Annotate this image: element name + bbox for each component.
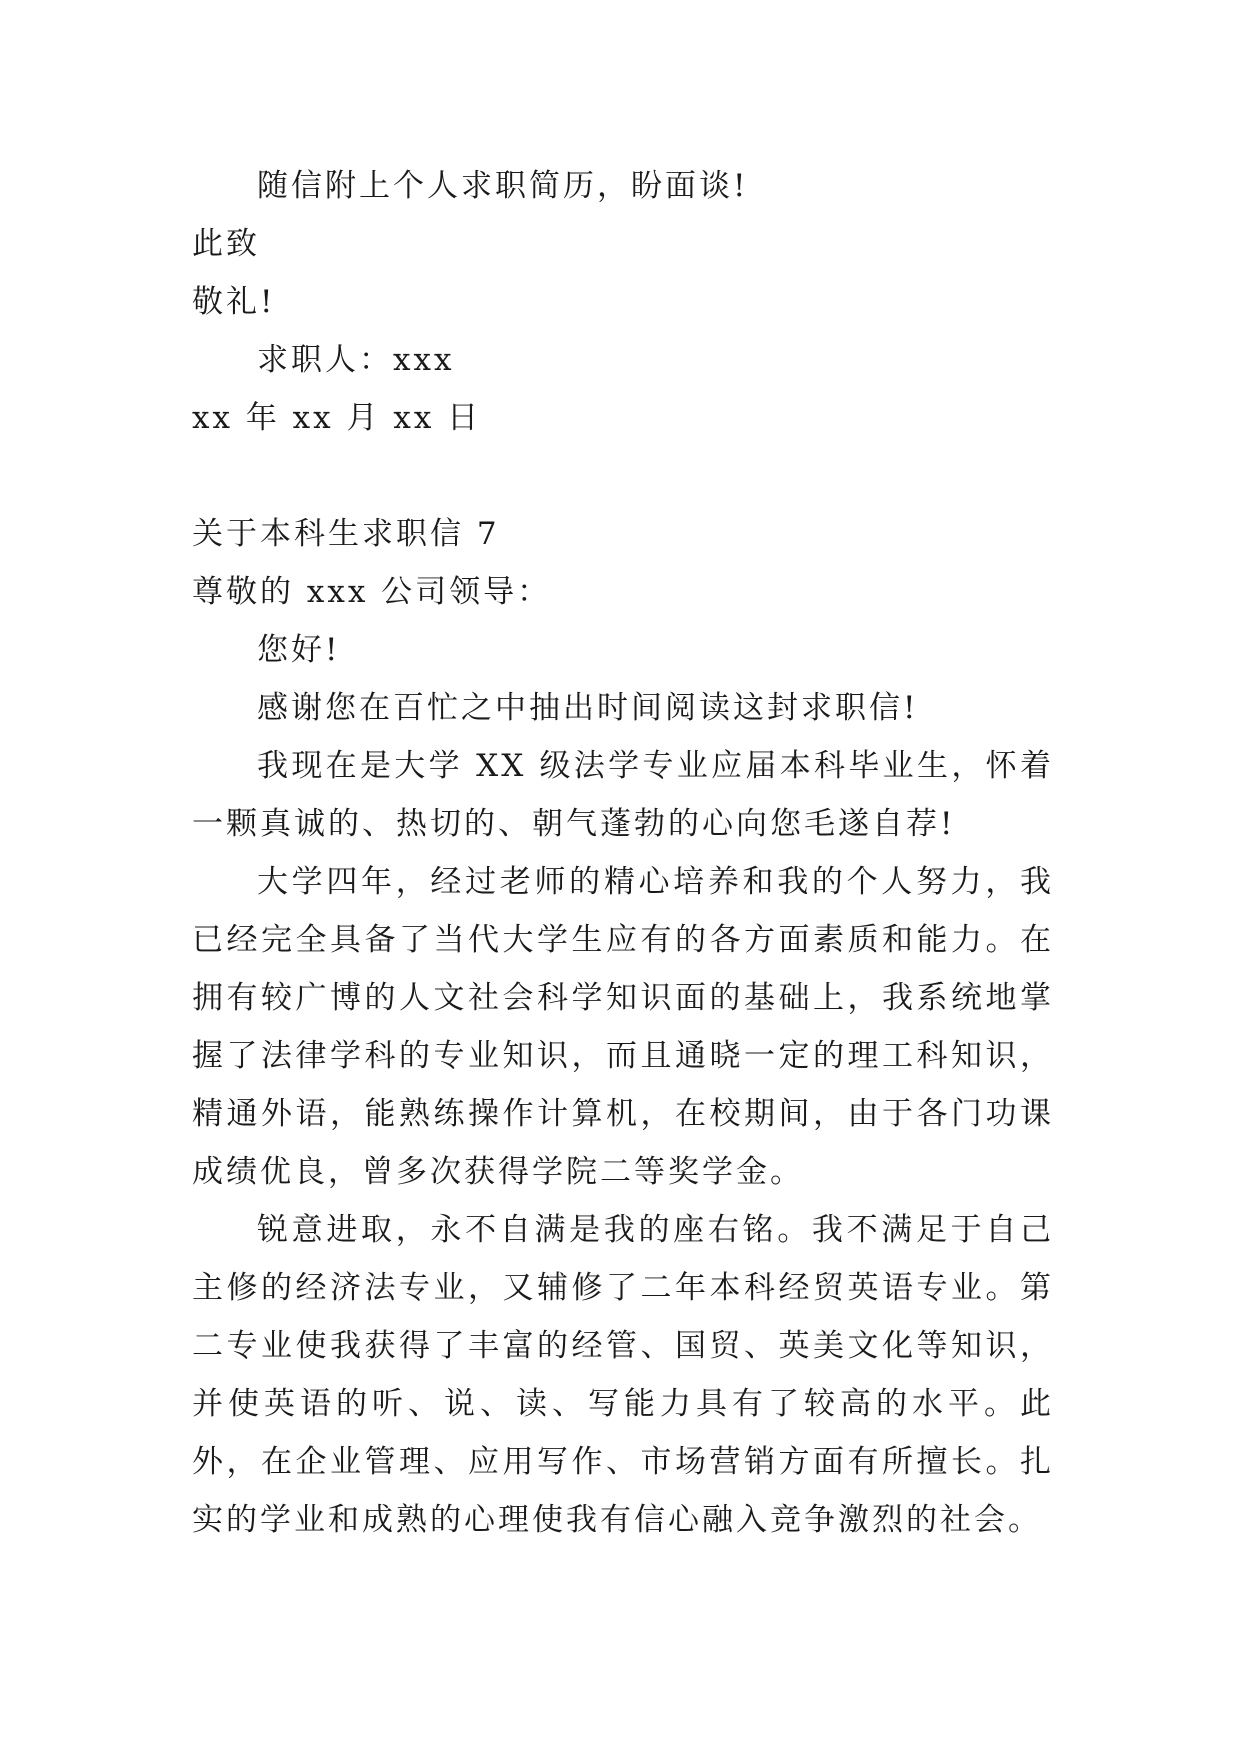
signature-line: 求职人：xxx [257,342,455,378]
paragraph-motto: 锐意进取，永不自满是我的座右铭。我不满足于自己主修的经济法专业，又辅修了二年本科经贸英语专业。第二专业使我获得了丰富的经管、国贸、英美文化等知识，并使英语的听、说、读、写能力具有了较高的水平。此外，在企业管理、应用写作、市场营销方面有所擅长。扎实的学业和成熟的心理使我有信心融入竞争激烈的社会。 [192,1212,1054,1538]
attachment-line: 随信附上个人求职简历，盼面谈! [257,168,749,204]
paragraph-study: 大学四年，经过老师的精心培养和我的个人努力，我已经完全具备了当代大学生应有的各方面素质和能力。在拥有较广博的人文社会科学知识面的基础上，我系统地掌握了法律学科的专业知识，而且通晓一定的理工科知识，精通外语，能熟练操作计算机，在校期间，由于各门功课成绩优良，曾多次获得学院二等奖学金。 [192,864,1054,1190]
closing-line-1: 此致 [192,226,260,262]
closing-line-2: 敬礼! [192,284,276,320]
date-line: xx 年 xx 月 xx 日 [192,400,482,436]
salutation: 尊敬的 xxx 公司领导： [192,574,552,610]
thanks-line: 感谢您在百忙之中抽出时间阅读这封求职信! [257,690,919,726]
letter-title: 关于本科生求职信 7 [192,516,500,552]
paragraph-intro: 我现在是大学 XX 级法学专业应届本科毕业生，怀着一颗真诚的、热切的、朝气蓬勃的心向您毛遂自荐! [192,748,1054,842]
greeting: 您好! [257,632,341,668]
